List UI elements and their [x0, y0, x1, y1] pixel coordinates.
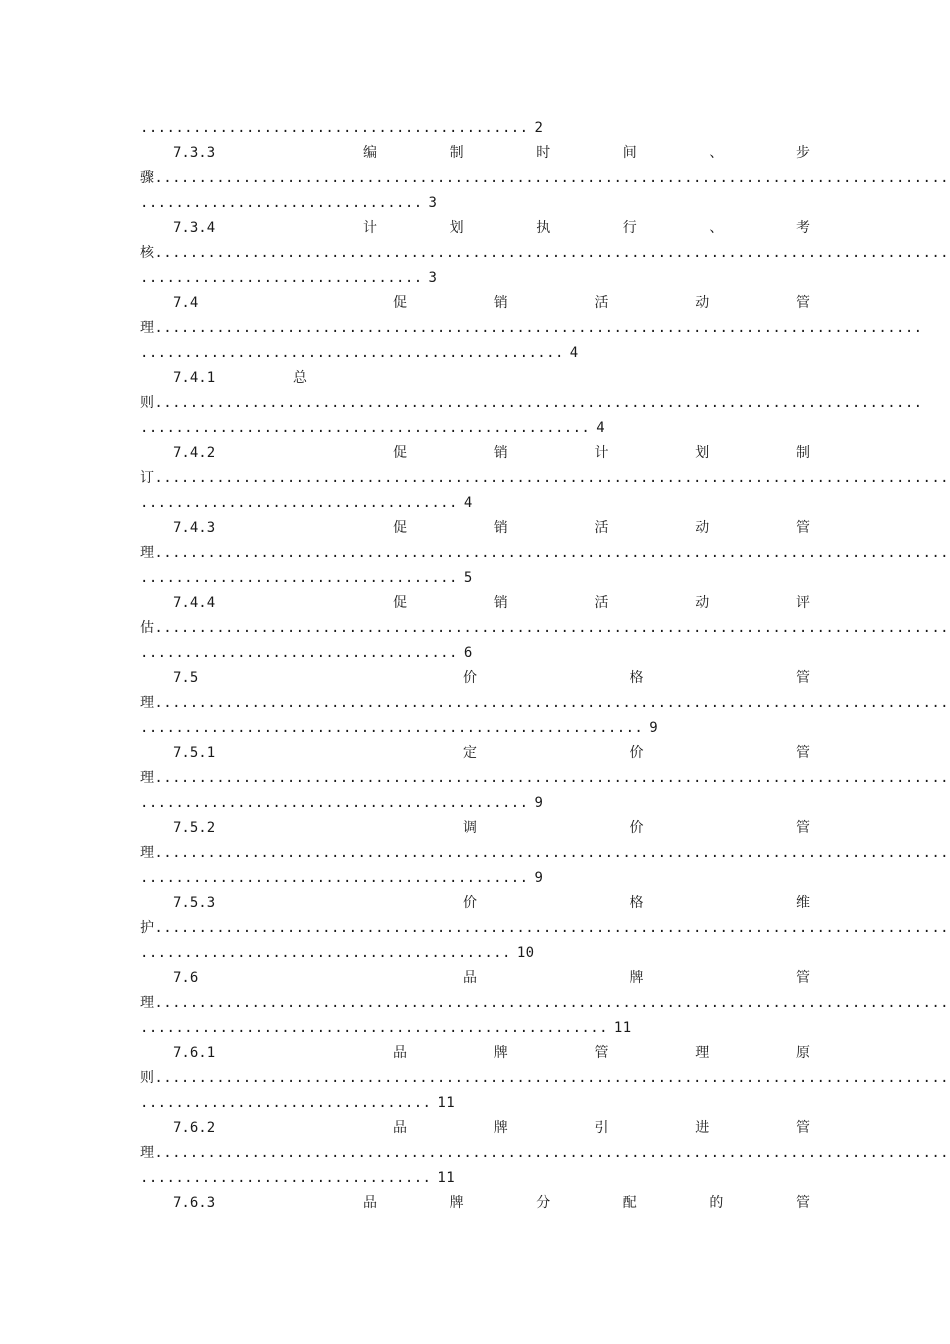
page-number: 10: [516, 945, 535, 961]
title-char: 考: [795, 220, 810, 236]
page-number: 4: [596, 420, 606, 436]
dot-leader: ..........................................................................................: [154, 845, 949, 861]
title-char: 品: [393, 1120, 407, 1136]
title-tail-char: 则: [140, 1070, 155, 1086]
title-char: 管: [796, 745, 810, 761]
toc-entry-leader-line: [140, 616, 949, 641]
dot-leader: ..........................................................................................: [154, 620, 949, 636]
dot-leader: ..........................................................................................: [154, 995, 949, 1011]
page-number: 11: [613, 1020, 632, 1036]
toc-entry-page-line: [140, 641, 810, 666]
title-char: 促: [393, 295, 407, 311]
title-char: 动: [695, 520, 710, 536]
title-char: 管: [594, 1045, 609, 1061]
section-number: 7.6.2: [173, 1120, 216, 1136]
section-number: 7.4.4: [173, 595, 216, 611]
toc-entry-page-line: [140, 416, 810, 441]
toc-entry-leader-line: [140, 916, 949, 941]
title-char: 的: [709, 1195, 724, 1211]
title-tail-char: 理: [140, 545, 155, 561]
title-char: 、: [709, 145, 724, 161]
title-char: 品: [393, 1045, 407, 1061]
page-number: 3: [428, 270, 438, 286]
toc-entry-leader-line: [140, 991, 949, 1016]
toc-entry-heading[interactable]: [173, 1191, 810, 1216]
page-number: 9: [649, 720, 659, 736]
toc-entry-page-line: [140, 1091, 810, 1116]
section-number: 7.3.4: [173, 220, 216, 236]
title-char: 划: [695, 445, 710, 461]
toc-entry-page-line: [140, 191, 810, 216]
title-char: 动: [695, 595, 710, 611]
dot-leader: ................................: [140, 195, 423, 211]
title-char: 牌: [629, 970, 644, 986]
title-char: 价: [629, 745, 644, 761]
title-char: 动: [695, 295, 710, 311]
section-number: 7.4.1: [173, 370, 216, 386]
section-number: 7.5.3: [173, 895, 216, 911]
section-number: 7.5.2: [173, 820, 216, 836]
title-char: 管: [796, 520, 810, 536]
toc-entry-page-line: [140, 1016, 810, 1041]
dot-leader: ...................................................: [140, 420, 591, 436]
title-char: 牌: [449, 1195, 464, 1211]
title-char: 制: [796, 445, 810, 461]
title-char: 配: [622, 1195, 637, 1211]
title-char: 活: [594, 595, 609, 611]
toc-entry-leader-line: [140, 241, 949, 266]
toc-entry-page-line: [140, 866, 810, 891]
section-number: 7.4.2: [173, 445, 216, 461]
toc-entry-leader-line: [140, 166, 949, 191]
title-tail-char: 护: [140, 920, 155, 936]
toc-entry-page-line: [140, 941, 810, 966]
dot-leader: ....................................: [140, 645, 458, 661]
title-tail-char: 理: [140, 1145, 155, 1161]
title-char: 计: [363, 220, 377, 236]
toc-entry-page-line: [140, 1166, 810, 1191]
dot-leader: ................................................: [140, 345, 564, 361]
section-number: 7.5.1: [173, 745, 216, 761]
title-char: 促: [393, 595, 407, 611]
title-tail-char: 理: [140, 995, 155, 1011]
title-char: 时: [536, 145, 551, 161]
toc-entry-heading[interactable]: [173, 1041, 810, 1066]
dot-leader: .................................: [140, 1170, 432, 1186]
section-number: 7.4.3: [173, 520, 216, 536]
toc-entry-page-line: [140, 491, 810, 516]
title-char: 销: [493, 520, 508, 536]
toc-entry-leader-line: [140, 766, 949, 791]
toc-entry-heading[interactable]: [173, 366, 810, 391]
title-tail-char: 理: [140, 845, 155, 861]
toc-entry-leader-line: [140, 691, 949, 716]
title-char: 进: [695, 1120, 710, 1136]
title-char: 销: [493, 295, 508, 311]
toc-entry-heading[interactable]: [173, 966, 810, 991]
page-number: 5: [463, 570, 473, 586]
section-number: 7.6.1: [173, 1045, 216, 1061]
title-char: 促: [393, 445, 407, 461]
toc-entry-leader-line: [140, 316, 923, 341]
toc-entry-heading[interactable]: [173, 591, 810, 616]
toc-entry-heading[interactable]: [173, 141, 810, 166]
title-char: 总: [293, 370, 307, 386]
title-char: 牌: [493, 1120, 508, 1136]
page-number: 2: [534, 120, 544, 136]
title-char: 促: [393, 520, 407, 536]
title-char: 品: [463, 970, 477, 986]
section-number: 7.5: [173, 670, 199, 686]
dot-leader: ..........................................................................................: [154, 695, 949, 711]
title-char: 制: [449, 145, 464, 161]
title-char: 销: [493, 595, 508, 611]
dot-leader: .........................................................: [140, 720, 644, 736]
toc-entry-heading[interactable]: [173, 441, 810, 466]
title-char: 牌: [493, 1045, 508, 1061]
dot-leader: ....................................: [140, 570, 458, 586]
title-char: 价: [463, 895, 477, 911]
title-char: 管: [796, 820, 810, 836]
toc-entry-leader-line: [140, 466, 949, 491]
toc-entry-heading[interactable]: [173, 891, 810, 916]
toc-entry-heading[interactable]: [173, 816, 810, 841]
title-tail-char: 估: [140, 620, 155, 636]
title-char: 活: [594, 520, 609, 536]
dot-leader: ..........................................................................................: [154, 170, 949, 186]
title-char: 维: [796, 895, 810, 911]
page-number: 11: [437, 1170, 456, 1186]
title-tail-char: 骤: [140, 170, 155, 186]
title-char: 定: [463, 745, 477, 761]
page-number: 4: [463, 495, 473, 511]
dot-leader: ..........................................: [140, 945, 511, 961]
title-tail-char: 理: [140, 770, 155, 786]
title-tail-char: 核: [140, 245, 155, 261]
dot-leader: ......................................................................................: [163, 395, 923, 411]
toc-entry-leader-line: [140, 391, 923, 416]
dot-leader: ..........................................................................................: [154, 920, 949, 936]
title-tail-char: 则.: [140, 395, 164, 411]
dot-leader: ..........................................................................................: [154, 770, 949, 786]
title-char: 管: [796, 1120, 810, 1136]
title-char: 价: [463, 670, 477, 686]
title-char: 执: [536, 220, 551, 236]
toc-entry-page-line: [140, 266, 810, 291]
title-char: 价: [629, 820, 644, 836]
section-number: 7.6.3: [173, 1195, 216, 1211]
toc-entry-heading[interactable]: [173, 516, 810, 541]
title-char: 编: [363, 145, 377, 161]
title-char: 销: [493, 445, 508, 461]
title-char: 引: [594, 1120, 609, 1136]
dot-leader: ..........................................................................................: [154, 470, 949, 486]
dot-leader: ............................................: [140, 870, 529, 886]
dot-leader: .....................................................: [140, 1020, 608, 1036]
title-char: 理: [695, 1045, 710, 1061]
page-number: 4: [569, 345, 579, 361]
page-number: 9: [534, 795, 544, 811]
title-char: 分: [536, 1195, 551, 1211]
toc-entry-heading[interactable]: [173, 741, 810, 766]
page-number: 6: [463, 645, 473, 661]
toc-entry-heading[interactable]: [173, 216, 810, 241]
title-char: 管: [795, 1195, 810, 1211]
section-number: 7.4: [173, 295, 199, 311]
title-char: 划: [449, 220, 464, 236]
dot-leader: ............................................: [140, 120, 529, 136]
title-char: 原: [796, 1045, 810, 1061]
title-tail-char: 理.: [140, 320, 164, 336]
title-char: 管: [796, 295, 810, 311]
title-char: 管: [796, 970, 810, 986]
title-char: 活: [594, 295, 609, 311]
toc-entry-page-line: [140, 791, 810, 816]
title-char: 格: [629, 895, 644, 911]
toc-entry-leader-line: [140, 841, 949, 866]
dot-leader: ......................................................................................: [163, 320, 923, 336]
toc-entry-heading[interactable]: [173, 1116, 810, 1141]
title-char: 计: [594, 445, 609, 461]
title-char: 格: [629, 670, 644, 686]
toc-entry-page-line: [140, 716, 810, 741]
toc-entry-leader-line: [140, 1141, 949, 1166]
toc-entry-heading[interactable]: [173, 666, 810, 691]
toc-entry-heading[interactable]: [173, 291, 810, 316]
title-char: 、: [709, 220, 724, 236]
dot-leader: ................................: [140, 270, 423, 286]
title-char: 管: [796, 670, 810, 686]
title-char: 步: [795, 145, 810, 161]
title-char: 品: [363, 1195, 377, 1211]
title-tail-char: 理: [140, 695, 155, 711]
toc-entry-leader-line: [140, 1066, 949, 1091]
title-char: 间: [622, 145, 637, 161]
toc-entry-leader-line: [140, 541, 949, 566]
title-tail-char: 订: [140, 470, 155, 486]
toc-lead-line: [140, 116, 810, 141]
title-char: 调: [463, 820, 477, 836]
dot-leader: ..........................................................................................: [154, 545, 949, 561]
dot-leader: ..........................................................................................: [154, 245, 949, 261]
dot-leader: .................................: [140, 1095, 432, 1111]
toc-entry-page-line: [140, 341, 810, 366]
title-char: 评: [796, 595, 810, 611]
dot-leader: ............................................: [140, 795, 529, 811]
dot-leader: ..........................................................................................: [154, 1145, 949, 1161]
page-number: 11: [437, 1095, 456, 1111]
page-number: 9: [534, 870, 544, 886]
toc-entry-page-line: [140, 566, 810, 591]
dot-leader: ....................................: [140, 495, 458, 511]
dot-leader: ..........................................................................................: [154, 1070, 949, 1086]
title-char: 行: [622, 220, 637, 236]
section-number: 7.3.3: [173, 145, 216, 161]
section-number: 7.6: [173, 970, 199, 986]
page-number: 3: [428, 195, 438, 211]
